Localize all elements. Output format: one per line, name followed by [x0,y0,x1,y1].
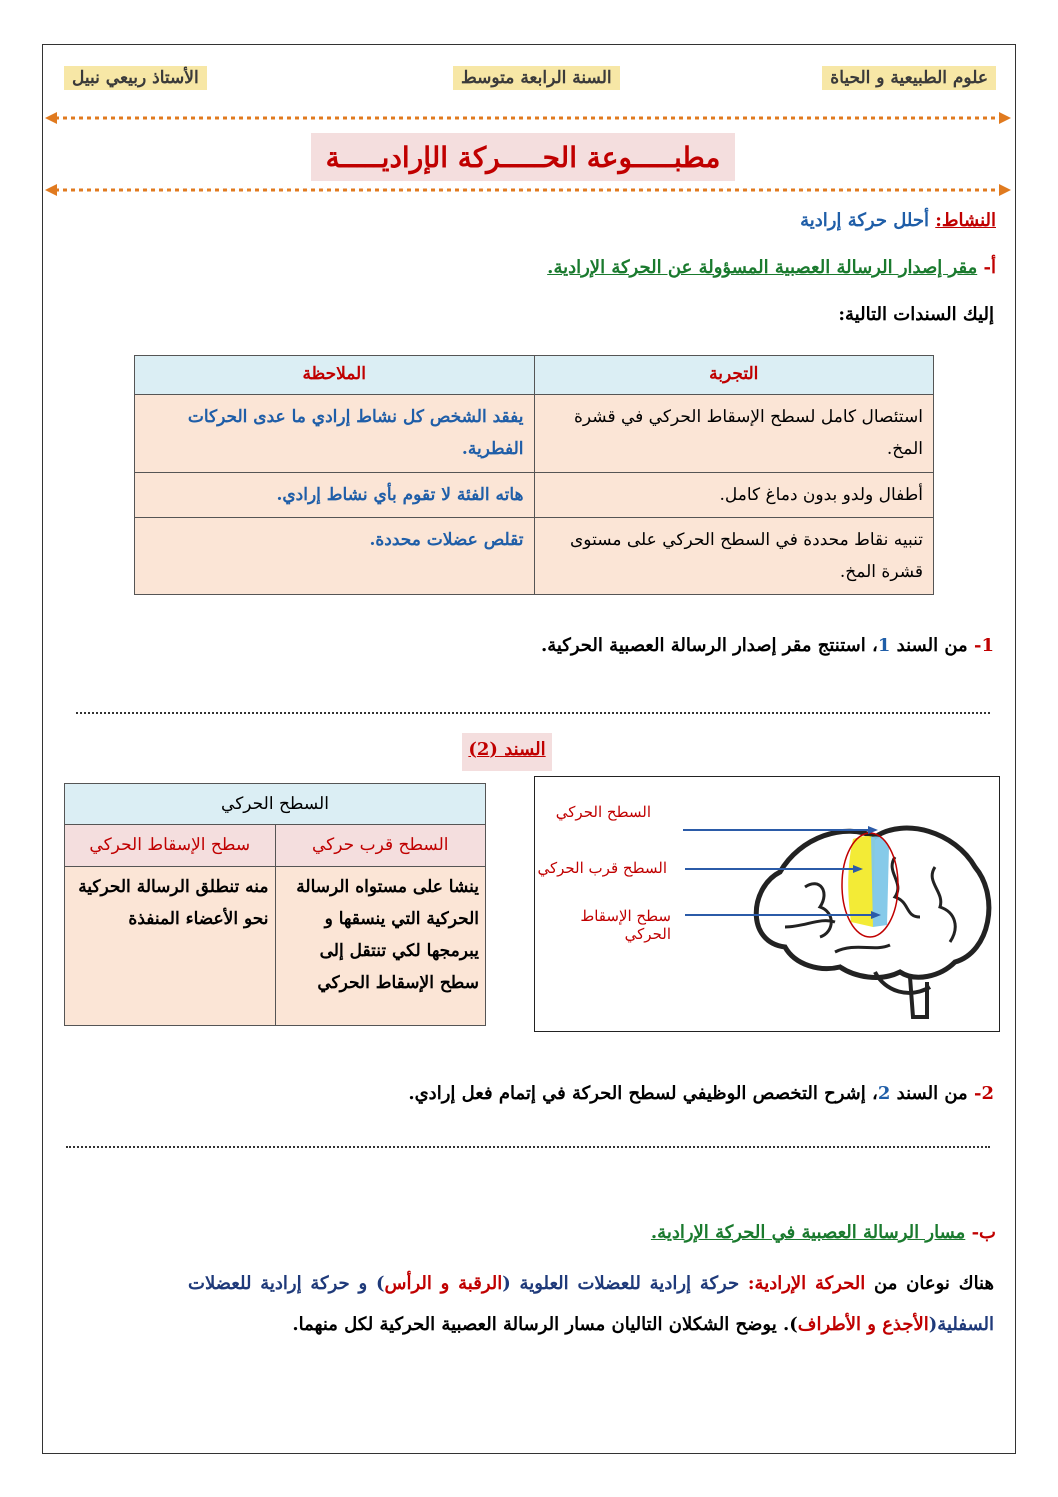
answer-line-1 [76,712,990,714]
question-1: 1- من السند 1، استنتج مقر إصدار الرسالة العصبية الحركية. [540,635,994,656]
section-b-paragraph: هناك نوعان من الحركة الإرادية: حركة إرادية للعضلات العلوية (الرقبة و الرأس) و حركة إرادية للعضلات السفلية(الأجذع و الأطراف). يوضح الشكلان التاليان مسار الرسالة العصبية الحركية لكل منهما. [188,1273,994,1335]
orange-divider-top [45,111,1011,125]
doc2-title: السند (2) [462,733,552,771]
experiment-cell: تنبيه نقاط محددة في السطح الحركي على مستوى قشرة المخ. [534,517,934,595]
table-row [135,517,934,595]
label-motor-surface: السطح الحركي [555,803,651,821]
observation-cell: تقلص عضلات محددة. [135,517,535,595]
table2-premotor-text: ينشا على مستواه الرسالة الحركية التي ينسقها و يبرمجها لكي تنتقل إلى سطح الإسقاط الحركي [275,866,486,1025]
table2-header-projection: سطح الإسقاط الحركي [65,825,276,866]
activity-line: النشاط: أحلل حركة إرادية [800,210,996,231]
intro-text: إليك السندات التالية: [838,304,994,325]
experiment-cell: أطفال ولدو بدون دماغ كامل. [534,472,934,517]
page-title: مطبـــــوعة الحـــــركة الإراديـــــة [311,133,735,181]
level-label: السنة الرابعة متوسط [453,66,620,90]
experiments-table [134,355,934,595]
section-b-heading: ب- مسار الرسالة العصبية في الحركة الإرادية. [650,1222,996,1243]
teacher-label: الأستاذ ربيعي نبيل [64,66,207,90]
observation-cell: يفقد الشخص كل نشاط إرادي ما عدى الحركات الفطرية. [135,395,535,473]
brain-figure [534,776,1000,1032]
question-2: 2- من السند 2، إشرح التخصص الوظيفي لسطح الحركة في إتمام فعل إرادي. [408,1083,994,1104]
subject-label: علوم الطبيعية و الحياة [822,66,996,90]
table-row [135,395,934,473]
label-premotor-surface: السطح قرب الحركي [537,859,667,877]
answer-line-2 [66,1146,990,1148]
header-observation: الملاحظة [135,356,535,395]
orange-divider-bottom [45,183,1011,197]
motor-surface-table [64,783,486,1026]
header-experiment: التجربة [534,356,934,395]
experiment-cell: استئصال كامل لسطح الإسقاط الحركي في قشرة المخ. [534,395,934,473]
table2-header-premotor: السطح قرب حركي [275,825,486,866]
table2-projection-text: منه تنطلق الرسالة الحركية نحو الأعضاء المنفذة [65,866,276,1025]
table2-caption: السطح الحركي [65,784,486,825]
section-a-heading: أ- مقر إصدار الرسالة العصبية المسؤولة عن الحركة الإرادية. [547,257,996,278]
table-row [135,472,934,517]
label-projection-surface: سطح الإسقاط الحركي [580,907,671,943]
observation-cell: هاته الفئة لا تقوم بأي نشاط إرادي. [135,472,535,517]
